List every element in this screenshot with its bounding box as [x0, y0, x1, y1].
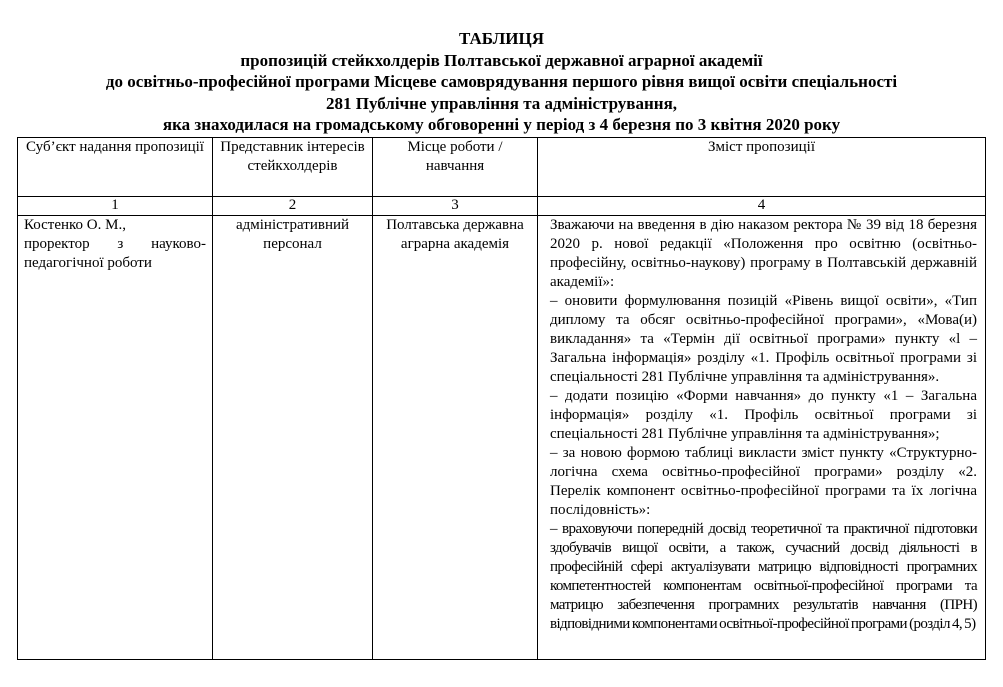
- content-cell: [538, 216, 986, 660]
- table-header-row: [18, 138, 986, 197]
- document-subtitle-line-2: до освітньо-професійної програми Місцеве самоврядування першого рівня вищої освіти спеціальності: [105, 72, 898, 91]
- column-number-1: 1: [18, 197, 213, 216]
- proposals-table: [17, 137, 986, 660]
- column-header-content: Зміст пропозиції: [538, 138, 986, 197]
- document-subtitle-line-1: пропозицій стейкхолдерів Полтавської державної аграрної академії: [240, 50, 763, 70]
- document-title: ТАБЛИЦЯ: [459, 29, 544, 48]
- subject-position: проректор з науково-педагогічної роботи: [24, 236, 206, 271]
- subject-cell: [18, 216, 213, 660]
- proposal-item-4: – враховуючи попередній досвід теоретичної та практичної підготовки здобувачів вищої освіти, а також, сучасний досвід діяльності в професійній сфері актуалізувати матрицю відповідності програмних компетентностей компонентам освітньої-професійної програми та матрицю забезпечення програмних результатів навчання (ПРН) відповідними компонентами освітньої-професійної програми (розділ 4, 5): [550, 521, 977, 632]
- workplace-cell: Полтавська державна аграрна академія: [373, 216, 538, 660]
- table-row: [18, 216, 986, 660]
- column-number-row: [18, 197, 986, 216]
- column-number-2: 2: [213, 197, 373, 216]
- proposal-item-2: – додати позицію «Форми навчання» до пункту «1 – Загальна інформація» розділу «1. Профіль освітньої програми зі спеціальності 281 Публічне управління та адміністрування»;: [550, 388, 977, 442]
- proposal-intro: Зважаючи на введення в дію наказом ректора № 39 від 18 березня 2020 р. нової редакції «Положення про освітню (освітньо-професійну, освітньо-наукову) програму в Полтавській державній академії»:: [550, 217, 977, 290]
- document-subtitle-line-4: яка знаходилася на громадському обговоренні у період з 4 березня по 3 квітня 2020 року: [162, 115, 841, 134]
- proposal-item-3: – за новою формою таблиці викласти зміст пункту «Структурно-логічна схема освітньо-професійної програми» розділу «2. Перелік компонент освітньо-професійної програми та їх логічна послідовність»:: [550, 445, 977, 518]
- column-header-workplace: Місце роботи / навчання: [373, 138, 538, 197]
- column-number-3: 3: [373, 197, 538, 216]
- proposal-item-1: – оновити формулювання позицій «Рівень вищої освіти», «Тип диплому та обсяг освітньо-професійної програми», «Мова(и) викладання» та «Термін дії освітньої програми» пункту «l – Загальна інформація» розділу «1. Профіль освітньої програми зі спеціальності 281 Публічне управління та адміністрування».: [550, 293, 977, 385]
- column-header-subject: Суб’єкт надання пропозиції: [18, 138, 213, 197]
- document-header: [0, 28, 1003, 136]
- column-number-4: 4: [538, 197, 986, 216]
- document-subtitle-line-3: 281 Публічне управління та адміністрування,: [325, 93, 678, 113]
- subject-name: Костенко О. М.,: [24, 217, 126, 233]
- column-header-representative: Представник інтересів стейкхолдерів: [213, 138, 373, 197]
- representative-cell: адміністративний персонал: [213, 216, 373, 660]
